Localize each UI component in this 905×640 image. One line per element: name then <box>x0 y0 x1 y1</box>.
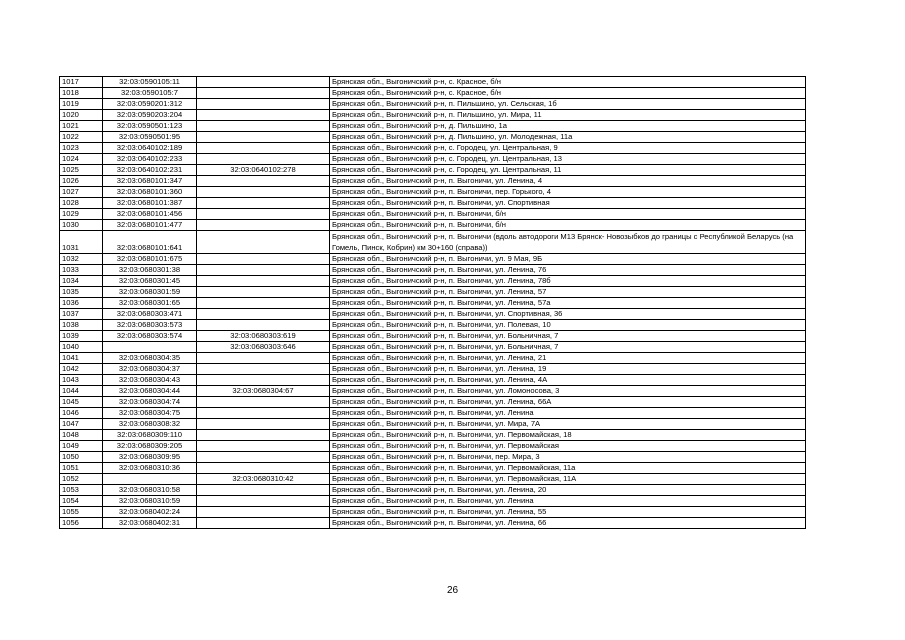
table-row <box>60 342 806 353</box>
table-row <box>60 77 806 88</box>
row-number-cell: 1042 <box>60 364 103 375</box>
address-cell: Брянская обл., Выгоничский р-н, п. Выгоничи, б/н <box>330 209 806 220</box>
table-row <box>60 452 806 463</box>
related-cadastral-number-cell <box>197 320 330 331</box>
row-number-cell: 1036 <box>60 298 103 309</box>
related-cadastral-number-cell: 32:03:0680310:42 <box>197 474 330 485</box>
table-row <box>60 463 806 474</box>
row-number-cell: 1056 <box>60 518 103 529</box>
row-number-cell: 1021 <box>60 121 103 132</box>
related-cadastral-number-cell: 32:03:0680303:646 <box>197 342 330 353</box>
address-cell: Брянская обл., Выгоничский р-н, п. Выгоничи, ул. Ленина <box>330 408 806 419</box>
table-row <box>60 419 806 430</box>
table-row <box>60 254 806 265</box>
row-number-cell: 1038 <box>60 320 103 331</box>
row-number-cell: 1029 <box>60 209 103 220</box>
address-cell: Брянская обл., Выгоничский р-н, с. Красное, б/н <box>330 77 806 88</box>
cadastral-number-cell: 32:03:0640102:233 <box>103 154 197 165</box>
cadastral-number-cell: 32:03:0680303:573 <box>103 320 197 331</box>
cadastral-number-cell: 32:03:0680303:471 <box>103 309 197 320</box>
row-number-cell: 1041 <box>60 353 103 364</box>
row-number-cell: 1017 <box>60 77 103 88</box>
cadastral-number-cell: 32:03:0680308:32 <box>103 419 197 430</box>
table-row <box>60 220 806 231</box>
address-cell: Брянская обл., Выгоничский р-н, п. Пильшино, ул. Сельская, 1б <box>330 99 806 110</box>
related-cadastral-number-cell <box>197 353 330 364</box>
related-cadastral-number-cell <box>197 220 330 231</box>
related-cadastral-number-cell <box>197 99 330 110</box>
row-number-cell: 1043 <box>60 375 103 386</box>
table-row <box>60 165 806 176</box>
row-number-cell: 1025 <box>60 165 103 176</box>
table-row <box>60 265 806 276</box>
address-cell: Брянская обл., Выгоничский р-н, п. Выгоничи, ул. Мира, 7А <box>330 419 806 430</box>
related-cadastral-number-cell <box>197 507 330 518</box>
related-cadastral-number-cell <box>197 518 330 529</box>
table-row <box>60 375 806 386</box>
cadastral-number-cell <box>103 342 197 353</box>
address-cell: Брянская обл., Выгоничский р-н, п. Выгоничи, ул. Ленина, 57 <box>330 287 806 298</box>
table-row <box>60 485 806 496</box>
row-number-cell: 1046 <box>60 408 103 419</box>
cadastral-number-cell: 32:03:0680310:59 <box>103 496 197 507</box>
related-cadastral-number-cell <box>197 364 330 375</box>
row-number-cell: 1030 <box>60 220 103 231</box>
cadastral-number-cell: 32:03:0680301:38 <box>103 265 197 276</box>
table-row <box>60 231 806 254</box>
cadastral-number-cell: 32:03:0590105:11 <box>103 77 197 88</box>
table-row <box>60 209 806 220</box>
related-cadastral-number-cell <box>197 276 330 287</box>
address-cell: Брянская обл., Выгоничский р-н, п. Выгоничи, ул. Больничная, 7 <box>330 342 806 353</box>
row-number-cell: 1023 <box>60 143 103 154</box>
cadastral-number-cell: 32:03:0590203:204 <box>103 110 197 121</box>
cadastral-number-cell: 32:03:0680310:58 <box>103 485 197 496</box>
related-cadastral-number-cell: 32:03:0640102:278 <box>197 165 330 176</box>
row-number-cell: 1024 <box>60 154 103 165</box>
cadastral-number-cell: 32:03:0680101:641 <box>103 231 197 254</box>
related-cadastral-number-cell <box>197 441 330 452</box>
address-cell: Брянская обл., Выгоничский р-н, п. Выгоничи, ул. Ленина, 78б <box>330 276 806 287</box>
address-cell: Брянская обл., Выгоничский р-н, с. Городец, ул. Центральная, 11 <box>330 165 806 176</box>
related-cadastral-number-cell <box>197 187 330 198</box>
related-cadastral-number-cell: 32:03:0680304:67 <box>197 386 330 397</box>
table-row <box>60 198 806 209</box>
address-cell: Брянская обл., Выгоничский р-н, п. Выгоничи, ул. Ленина, 55 <box>330 507 806 518</box>
table-row <box>60 276 806 287</box>
address-cell: Брянская обл., Выгоничский р-н, п. Выгоничи, ул. Больничная, 7 <box>330 331 806 342</box>
row-number-cell: 1035 <box>60 287 103 298</box>
cadastral-number-cell: 32:03:0680101:477 <box>103 220 197 231</box>
related-cadastral-number-cell <box>197 463 330 474</box>
table-row <box>60 386 806 397</box>
table-row <box>60 88 806 99</box>
row-number-cell: 1032 <box>60 254 103 265</box>
related-cadastral-number-cell <box>197 287 330 298</box>
table-row <box>60 143 806 154</box>
cadastral-number-cell: 32:03:0680309:110 <box>103 430 197 441</box>
related-cadastral-number-cell <box>197 143 330 154</box>
address-cell: Брянская обл., Выгоничский р-н, п. Выгоничи, ул. Первомайская <box>330 441 806 452</box>
cadastral-number-cell: 32:03:0680309:95 <box>103 452 197 463</box>
related-cadastral-number-cell <box>197 430 330 441</box>
row-number-cell: 1018 <box>60 88 103 99</box>
address-cell: Брянская обл., Выгоничский р-н, п. Выгоничи, пер. Мира, 3 <box>330 452 806 463</box>
address-cell: Брянская обл., Выгоничский р-н, п. Выгоничи, ул. Ленина, 66А <box>330 397 806 408</box>
related-cadastral-number-cell <box>197 397 330 408</box>
row-number-cell: 1053 <box>60 485 103 496</box>
related-cadastral-number-cell <box>197 265 330 276</box>
cadastral-number-cell: 32:03:0680304:75 <box>103 408 197 419</box>
row-number-cell: 1027 <box>60 187 103 198</box>
address-cell: Брянская обл., Выгоничский р-н, с. Городец, ул. Центральная, 13 <box>330 154 806 165</box>
cadastral-number-cell: 32:03:0680402:24 <box>103 507 197 518</box>
cadastral-number-cell: 32:03:0680301:65 <box>103 298 197 309</box>
related-cadastral-number-cell: 32:03:0680303:619 <box>197 331 330 342</box>
address-cell: Брянская обл., Выгоничский р-н, п. Выгоничи, ул. Ленина, 4А <box>330 375 806 386</box>
row-number-cell: 1055 <box>60 507 103 518</box>
row-number-cell: 1050 <box>60 452 103 463</box>
related-cadastral-number-cell <box>197 209 330 220</box>
cadastral-number-cell: 32:03:0640102:189 <box>103 143 197 154</box>
address-cell: Брянская обл., Выгоничский р-н, п. Выгоничи, ул. Первомайская, 11А <box>330 474 806 485</box>
cadastral-number-cell: 32:03:0640102:231 <box>103 165 197 176</box>
row-number-cell: 1039 <box>60 331 103 342</box>
related-cadastral-number-cell <box>197 485 330 496</box>
address-cell: Брянская обл., Выгоничский р-н, с. Красное, б/н <box>330 88 806 99</box>
related-cadastral-number-cell <box>197 419 330 430</box>
related-cadastral-number-cell <box>197 231 330 254</box>
address-cell: Брянская обл., Выгоничский р-н, п. Выгоничи, ул. 9 Мая, 9Б <box>330 254 806 265</box>
address-cell: Брянская обл., Выгоничский р-н, п. Пильшино, ул. Мира, 11 <box>330 110 806 121</box>
cadastral-number-cell: 32:03:0590105:7 <box>103 88 197 99</box>
related-cadastral-number-cell <box>197 254 330 265</box>
address-cell: Брянская обл., Выгоничский р-н, п. Выгоничи, ул. Ленина, 57а <box>330 298 806 309</box>
cadastral-number-cell: 32:03:0680101:675 <box>103 254 197 265</box>
related-cadastral-number-cell <box>197 198 330 209</box>
address-cell: Брянская обл., Выгоничский р-н, п. Выгоничи, ул. Ленина, 66 <box>330 518 806 529</box>
table-row <box>60 154 806 165</box>
table-row <box>60 474 806 485</box>
table-row <box>60 287 806 298</box>
table-row <box>60 187 806 198</box>
cadastral-number-cell <box>103 474 197 485</box>
address-cell: Брянская обл., Выгоничский р-н, п. Выгоничи, ул. Ленина <box>330 496 806 507</box>
row-number-cell: 1051 <box>60 463 103 474</box>
cadastral-number-cell: 32:03:0680304:44 <box>103 386 197 397</box>
cadastral-number-cell: 32:03:0680304:37 <box>103 364 197 375</box>
row-number-cell: 1026 <box>60 176 103 187</box>
table-row <box>60 430 806 441</box>
cadastral-number-cell: 32:03:0680101:347 <box>103 176 197 187</box>
cadastral-number-cell: 32:03:0680101:456 <box>103 209 197 220</box>
address-cell: Брянская обл., Выгоничский р-н, д. Пильшино, 1а <box>330 121 806 132</box>
cadastral-number-cell: 32:03:0680101:387 <box>103 198 197 209</box>
row-number-cell: 1020 <box>60 110 103 121</box>
table-row <box>60 364 806 375</box>
table-row <box>60 518 806 529</box>
cadastral-number-cell: 32:03:0680304:74 <box>103 397 197 408</box>
row-number-cell: 1052 <box>60 474 103 485</box>
related-cadastral-number-cell <box>197 121 330 132</box>
registry-table <box>59 76 806 529</box>
row-number-cell: 1044 <box>60 386 103 397</box>
table-row <box>60 298 806 309</box>
table-row <box>60 176 806 187</box>
related-cadastral-number-cell <box>197 176 330 187</box>
row-number-cell: 1022 <box>60 132 103 143</box>
row-number-cell: 1047 <box>60 419 103 430</box>
related-cadastral-number-cell <box>197 77 330 88</box>
related-cadastral-number-cell <box>197 88 330 99</box>
address-cell: Брянская обл., Выгоничский р-н, п. Выгоничи, ул. Первомайская, 18 <box>330 430 806 441</box>
address-cell: Брянская обл., Выгоничский р-н, п. Выгоничи, ул. Ленина, 21 <box>330 353 806 364</box>
address-cell: Брянская обл., Выгоничский р-н, п. Выгоничи, пер. Горького, 4 <box>330 187 806 198</box>
row-number-cell: 1031 <box>60 231 103 254</box>
table-row <box>60 320 806 331</box>
row-number-cell: 1019 <box>60 99 103 110</box>
address-cell: Брянская обл., Выгоничский р-н, д. Пильшино, ул. Молодежная, 11а <box>330 132 806 143</box>
related-cadastral-number-cell <box>197 375 330 386</box>
address-cell: Брянская обл., Выгоничский р-н, п. Выгоничи, ул. Ленина, 20 <box>330 485 806 496</box>
cadastral-number-cell: 32:03:0680304:43 <box>103 375 197 386</box>
table-row <box>60 397 806 408</box>
table-row <box>60 507 806 518</box>
row-number-cell: 1040 <box>60 342 103 353</box>
address-cell: Брянская обл., Выгоничский р-н, п. Выгоничи, ул. Ленина, 76 <box>330 265 806 276</box>
cadastral-number-cell: 32:03:0680310:36 <box>103 463 197 474</box>
row-number-cell: 1034 <box>60 276 103 287</box>
cadastral-number-cell: 32:03:0680304:35 <box>103 353 197 364</box>
table-row <box>60 353 806 364</box>
related-cadastral-number-cell <box>197 298 330 309</box>
table-row <box>60 441 806 452</box>
table-row <box>60 408 806 419</box>
table-row <box>60 99 806 110</box>
row-number-cell: 1045 <box>60 397 103 408</box>
related-cadastral-number-cell <box>197 309 330 320</box>
table-row <box>60 121 806 132</box>
row-number-cell: 1028 <box>60 198 103 209</box>
table-row <box>60 110 806 121</box>
registry-table-body <box>60 77 806 529</box>
row-number-cell: 1048 <box>60 430 103 441</box>
cadastral-number-cell: 32:03:0680309:205 <box>103 441 197 452</box>
cadastral-number-cell: 32:03:0680101:360 <box>103 187 197 198</box>
table-row <box>60 331 806 342</box>
related-cadastral-number-cell <box>197 154 330 165</box>
related-cadastral-number-cell <box>197 110 330 121</box>
page-number: 26 <box>446 585 459 596</box>
row-number-cell: 1054 <box>60 496 103 507</box>
address-cell: Брянская обл., Выгоничский р-н, п. Выгоничи, ул. Первомайская, 11а <box>330 463 806 474</box>
related-cadastral-number-cell <box>197 132 330 143</box>
related-cadastral-number-cell <box>197 408 330 419</box>
row-number-cell: 1049 <box>60 441 103 452</box>
address-cell: Брянская обл., Выгоничский р-н, п. Выгоничи, ул. Ленина, 4 <box>330 176 806 187</box>
row-number-cell: 1037 <box>60 309 103 320</box>
address-cell: Брянская обл., Выгоничский р-н, п. Выгоничи, ул. Спортивная, 36 <box>330 309 806 320</box>
related-cadastral-number-cell <box>197 496 330 507</box>
address-cell: Брянская обл., Выгоничский р-н, п. Выгоничи, ул. Ломоносова, 3 <box>330 386 806 397</box>
table-row <box>60 309 806 320</box>
address-cell: Брянская обл., Выгоничский р-н, п. Выгоничи, ул. Спортивная <box>330 198 806 209</box>
cadastral-number-cell: 32:03:0680301:59 <box>103 287 197 298</box>
address-cell: Брянская обл., Выгоничский р-н, п. Выгоничи, ул. Ленина, 19 <box>330 364 806 375</box>
address-cell: Брянская обл., Выгоничский р-н, п. Выгоничи, б/н <box>330 220 806 231</box>
cadastral-number-cell: 32:03:0590501:123 <box>103 121 197 132</box>
cadastral-number-cell: 32:03:0680301:45 <box>103 276 197 287</box>
cadastral-number-cell: 32:03:0590501:95 <box>103 132 197 143</box>
cadastral-number-cell: 32:03:0680303:574 <box>103 331 197 342</box>
table-row <box>60 132 806 143</box>
address-cell: Брянская обл., Выгоничский р-н, п. Выгоничи, ул. Полевая, 10 <box>330 320 806 331</box>
cadastral-number-cell: 32:03:0680402:31 <box>103 518 197 529</box>
table-row <box>60 496 806 507</box>
related-cadastral-number-cell <box>197 452 330 463</box>
row-number-cell: 1033 <box>60 265 103 276</box>
address-cell: Брянская обл., Выгоничский р-н, с. Городец, ул. Центральная, 9 <box>330 143 806 154</box>
cadastral-number-cell: 32:03:0590201:312 <box>103 99 197 110</box>
address-cell: Брянская обл., Выгоничский р-н, п. Выгоничи (вдоль автодороги М13 Брянск- Новозыбков до границы с Республикой Беларусь (на Гомель, Пинск, Кобрин) км 30+160 (справа)) <box>330 231 806 254</box>
